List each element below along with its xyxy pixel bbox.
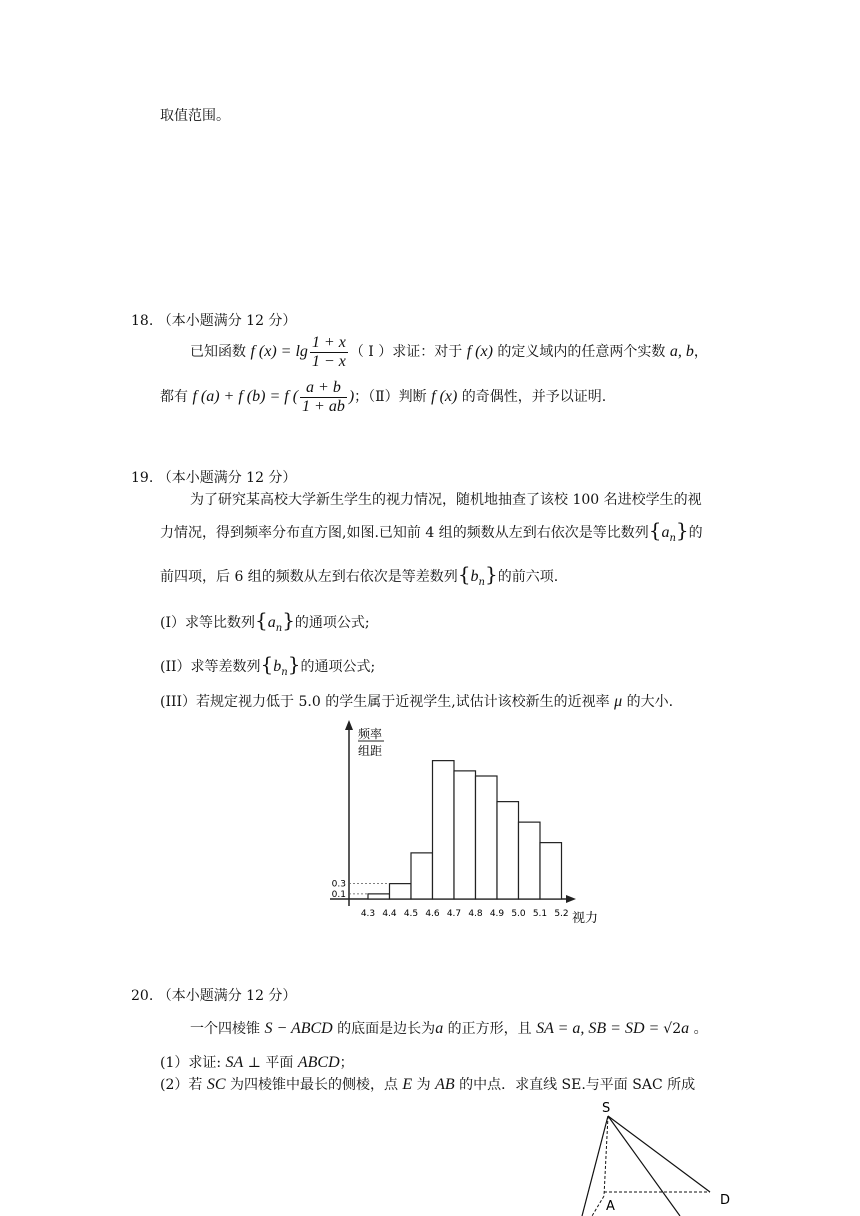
q19-sub2: (II）求等差数列$\{b_n\}$的通项公式; (160, 652, 376, 678)
histogram-guides (349, 884, 390, 894)
q20-sub2: (2）若 SC 为四棱锥中最长的侧棱，点 E 为 AB 的中点．求直线 SE.与平面 SAC 所成 (160, 1076, 696, 1093)
x-axis-arrow (566, 895, 576, 903)
x-tick-label: 4.9 (489, 909, 505, 919)
x-tick-label: 4.3 (360, 909, 376, 919)
y-axis-arrow (345, 720, 353, 730)
histogram-bar-5 (454, 771, 476, 899)
histogram-bar-9 (540, 843, 562, 899)
q19-header: 19. （本小题满分 12 分） (131, 470, 297, 486)
edge-sc (608, 1116, 680, 1216)
q18-line1: 已知函数 f (x) = lg $\frac{1 + x}{1 - x}$ （ Ⅰ ）求证：对于 f (x) 的定义域内的任意两个实数 a, b， (190, 333, 708, 370)
histogram-bar-4 (433, 761, 455, 899)
x-tick-label: 5.0 (511, 909, 526, 919)
pyramid-figure (570, 1098, 740, 1216)
x-tick-label: 4.5 (403, 909, 419, 919)
histogram-bar-3 (411, 853, 433, 899)
q19-para2: 力情况，得到频率分布直方图,如图.已知前 4 组的频数从左到右依次是等比数列$\{a_n\}$的 (160, 518, 703, 544)
y-tick-label: 0.3 (331, 879, 346, 890)
histogram-bar-7 (497, 802, 519, 899)
x-tick-label: 5.1 (532, 909, 548, 919)
edge-sb (582, 1116, 608, 1216)
x-tick-label: 4.6 (425, 909, 440, 919)
histogram-bar-6 (476, 776, 498, 899)
histogram-x-ticks (361, 909, 569, 919)
q18-header: 18. （本小题满分 12 分） (131, 313, 297, 329)
y-label-bottom: 组距 (358, 744, 383, 758)
q19-sub1: (I）求等比数列$\{a_n\}$的通项公式; (160, 608, 370, 634)
q19-para1: 为了研究某高校大学新生学生的视力情况，随机地抽查了该校 100 名进校学生的视 (190, 492, 702, 508)
top-text: 取值范围。 (160, 108, 230, 124)
x-tick-label: 4.7 (446, 909, 462, 919)
q20-line1: 一个四棱锥 S − ABCD 的底面是边长为a 的正方形，且 SA = a, SB = SD = √2a 。 (190, 1020, 708, 1037)
histogram-chart (320, 718, 620, 930)
edge-ab (592, 1196, 604, 1216)
vertex-a-label: A (606, 1199, 615, 1214)
y-tick-label: 0.1 (331, 889, 346, 900)
q19-para3: 前四项，后 6 组的频数从左到右依次是等差数列$\{b_n\}$的前六项. (160, 562, 559, 588)
y-label-top: 频率 (358, 727, 383, 741)
q18-fraction2: $\frac{a + b}{1 + ab}$ (302, 378, 345, 415)
histogram-bar-2 (390, 884, 412, 899)
vertex-d-label: D (720, 1193, 731, 1208)
histogram-bars (368, 761, 562, 899)
edge-sd (608, 1116, 710, 1192)
histogram-bar-1 (368, 894, 390, 899)
q18-fraction1: $\frac{1 + x}{1 - x}$ (311, 333, 346, 370)
vertex-s-label: S (602, 1101, 611, 1116)
histogram-y-ticks (332, 880, 346, 900)
x-label: 视力 (572, 911, 599, 926)
q19-sub3: (III）若规定视力低于 5.0 的学生属于近视学生,试估计该校新生的近视率 μ 的大小. (160, 693, 674, 710)
q20-sub1: (1）求证: SA ⊥ 平面 ABCD； (160, 1054, 354, 1071)
x-tick-label: 5.2 (554, 909, 569, 919)
q20-header: 20. （本小题满分 12 分） (131, 988, 297, 1004)
x-tick-label: 4.8 (468, 909, 483, 919)
histogram-bar-8 (519, 822, 541, 899)
x-tick-label: 4.4 (382, 909, 397, 919)
q18-line2: 都有 f (a) + f (b) = f ( $\frac{a + b}{1 + ab}$ )；（Ⅱ）判断 f (x) 的奇偶性，并予以证明. (160, 378, 607, 415)
